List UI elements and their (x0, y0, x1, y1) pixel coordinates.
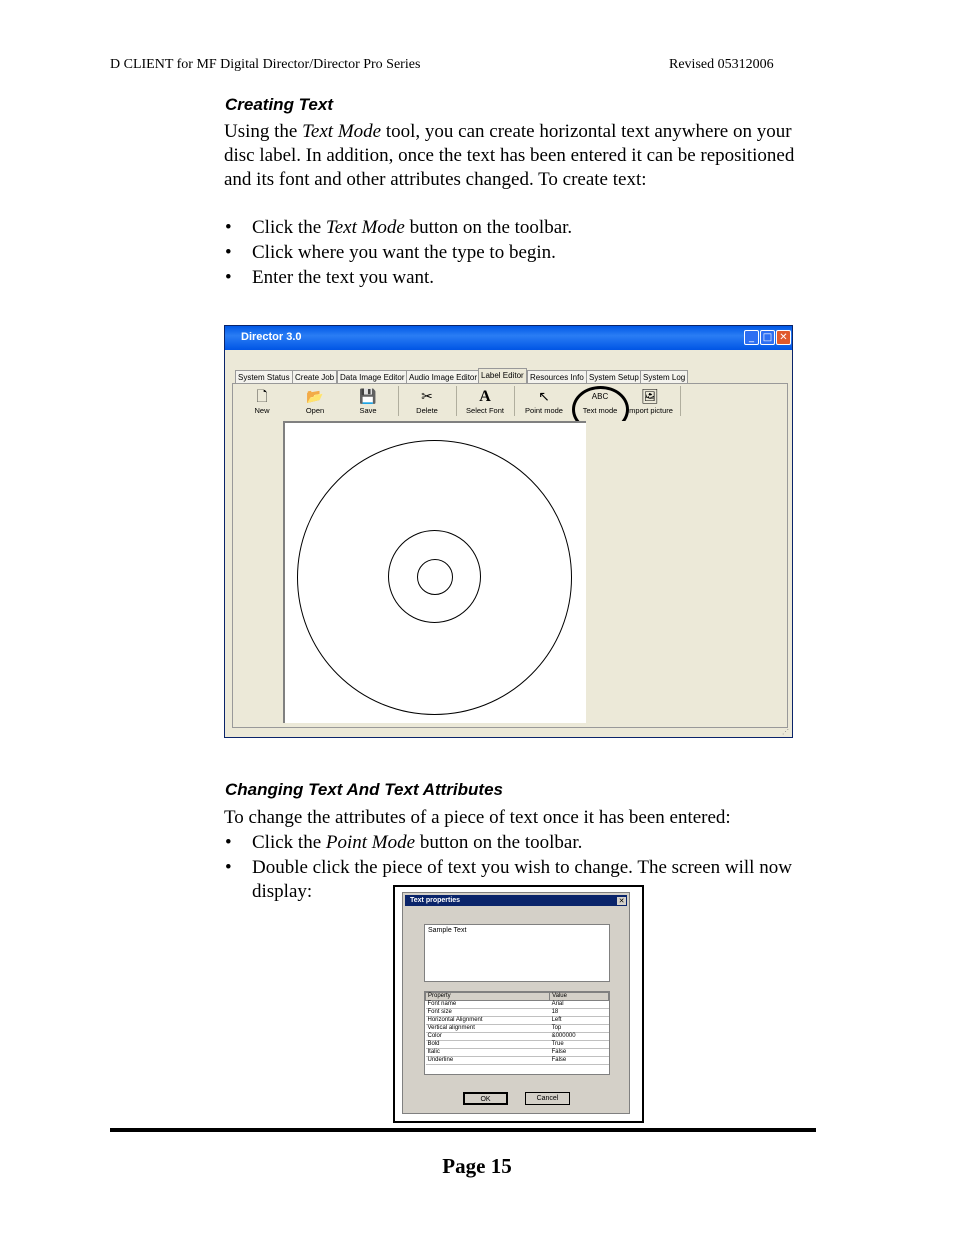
save-button[interactable]: 💾 Save (340, 388, 396, 418)
dialog-titlebar (405, 895, 627, 906)
tab-system-log[interactable]: System Log (640, 370, 688, 384)
dialog-title: Text properties (410, 897, 461, 904)
table-row[interactable]: Font name Arial (426, 1001, 609, 1009)
resize-grip-icon[interactable]: ⋰ (782, 728, 789, 736)
section-heading-changing-text: Changing Text And Text Attributes (225, 780, 503, 799)
tab-resources-info[interactable]: Resources Info (527, 370, 587, 384)
table-row[interactable]: Color &000000 (426, 1033, 609, 1041)
table-row[interactable]: Bold True (426, 1041, 609, 1049)
table-row[interactable]: Italic False (426, 1049, 609, 1057)
window-title: Director 3.0 (241, 331, 302, 343)
close-icon[interactable]: ✕ (776, 330, 791, 345)
tab-system-status[interactable]: System Status (235, 370, 293, 384)
page-number: Page 15 (442, 1154, 512, 1178)
tab-create-job[interactable]: Create Job (292, 370, 337, 384)
toolbar-separator (514, 386, 515, 416)
save-disk-icon: 💾 (359, 389, 377, 405)
doc-header-revision: Revised 05312006 (669, 57, 774, 72)
list-item: • Click where you want the type to begin. (225, 242, 556, 263)
canvas-background (586, 421, 782, 723)
open-button[interactable]: 📂 Open (287, 388, 343, 418)
table-row[interactable]: Horizontal Alignment Left (426, 1017, 609, 1025)
cancel-button[interactable]: Cancel (525, 1092, 570, 1105)
label-canvas[interactable] (283, 421, 586, 723)
para-line: and its font and other attributes changed. To create text: (224, 169, 647, 190)
list-item-continuation: display: (252, 881, 313, 902)
column-header[interactable]: Property (426, 993, 550, 1001)
tab-data-image-editor[interactable]: Data Image Editor (337, 370, 407, 384)
new-button[interactable]: 🗋 New (234, 388, 290, 418)
doc-header-title: D CLIENT for MF Digital Director/Director Pro Series (110, 57, 421, 72)
tab-system-setup[interactable]: System Setup (586, 370, 642, 384)
table-row[interactable]: Font size 18 (426, 1009, 609, 1017)
text-mode-button[interactable]: ABC Text mode (572, 388, 628, 418)
bullet-list-creating (225, 216, 573, 291)
toolbar-separator (680, 386, 681, 416)
select-font-button[interactable]: A Select Font (457, 388, 513, 418)
tab-audio-image-editor[interactable]: Audio Image Editor (406, 370, 480, 384)
property-grid[interactable] (424, 991, 610, 1075)
disc-center-hole (417, 559, 453, 595)
para-line: disc label. In addition, once the text has been entered it can be repositioned (224, 145, 795, 166)
point-mode-button[interactable]: ↖ Point mode (516, 388, 572, 418)
abc-text-icon: ABC (591, 392, 609, 401)
list-item: • Double click the piece of text you wish to change. The screen will now (225, 857, 792, 878)
maximize-icon[interactable]: □ (760, 330, 775, 345)
column-header[interactable]: Value (550, 993, 609, 1001)
changing-text-intro: To change the attributes of a piece of text once it has been entered: (224, 807, 731, 828)
table-row[interactable]: Vertical alignment Top (426, 1025, 609, 1033)
close-icon[interactable]: ✕ (618, 897, 625, 905)
director-window (224, 325, 793, 738)
pointer-arrow-icon: ↖ (538, 389, 550, 405)
tab-label-editor[interactable]: Label Editor (478, 368, 527, 384)
list-item: • Enter the text you want. (225, 267, 435, 288)
list-item: • Click the Point Mode button on the toolbar. (225, 832, 583, 853)
delete-button[interactable]: ✂ Delete (399, 388, 455, 418)
list-item: • Click the Text Mode button on the toolbar. (225, 217, 573, 238)
import-picture-button[interactable]: 🖼 Import picture (622, 388, 678, 418)
font-a-icon: A (479, 388, 491, 405)
para-line: Using the Text Mode tool, you can create horizontal text anywhere on your (224, 121, 792, 142)
sample-text-box[interactable]: Sample Text (424, 924, 610, 982)
scissors-icon: ✂ (421, 389, 433, 405)
minimize-icon[interactable]: _ (744, 330, 759, 345)
window-titlebar (225, 326, 792, 350)
footer-rule (110, 1128, 816, 1132)
ok-button[interactable]: OK (463, 1092, 508, 1105)
open-folder-icon: 📂 (306, 389, 324, 405)
text-properties-dialog (402, 892, 630, 1114)
section-heading-creating-text: Creating Text (225, 95, 334, 114)
creating-text-paragraph (224, 120, 844, 192)
new-document-icon: 🗋 (256, 389, 268, 405)
import-picture-icon: 🖼 (641, 389, 659, 405)
table-row[interactable]: Underline False (426, 1057, 609, 1065)
